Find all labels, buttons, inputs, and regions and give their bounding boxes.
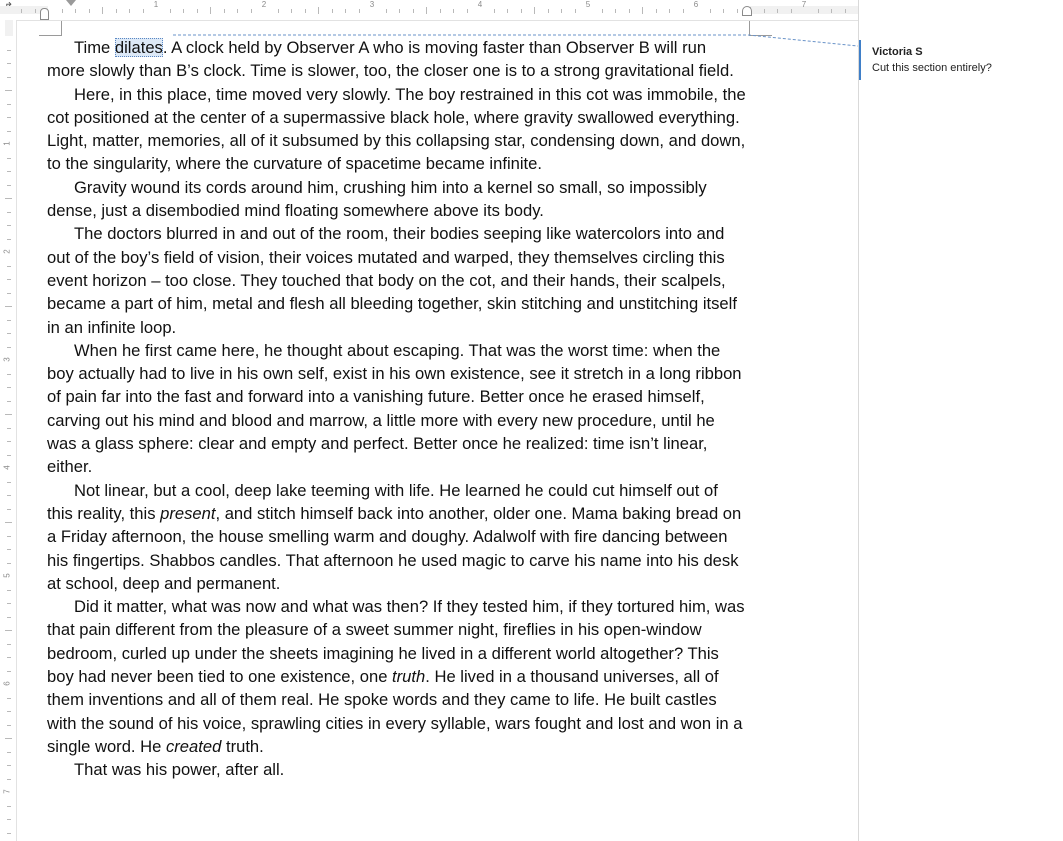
ruler-tick — [669, 9, 670, 13]
ruler-tick — [170, 9, 171, 13]
ruler-tick — [35, 9, 36, 13]
ruler-tick — [7, 644, 11, 645]
ruler-tick — [7, 320, 11, 321]
ruler-tick — [129, 9, 130, 13]
ruler-tick — [210, 7, 211, 14]
ruler-tick — [305, 9, 306, 13]
ruler-tick — [7, 117, 11, 118]
text-run: . A clock held by Observer A who is moving faster than Observer B will run more slowly than B’s clock. Time is slower, too, the closer one is to a strong gravitational field. — [47, 38, 734, 81]
ruler-tick — [7, 401, 11, 402]
paragraph[interactable] — [47, 222, 747, 338]
ruler-tick — [89, 9, 90, 13]
ruler-tick — [7, 333, 11, 334]
comment-card[interactable] — [859, 40, 1062, 80]
ruler-number: 6 — [2, 681, 12, 686]
document-page[interactable] — [17, 21, 857, 841]
ruler-tick — [7, 549, 11, 550]
ruler-number: 4 — [2, 465, 12, 470]
ruler-tick — [7, 185, 11, 186]
text-run: Not linear, but a cool, deep lake teeming with life. He learned he could cut himself out of this reality, this — [47, 480, 718, 523]
ruler-tick — [7, 225, 11, 226]
ruler-tick — [440, 9, 441, 13]
ruler-tick — [683, 9, 684, 13]
ruler-tick — [602, 9, 603, 13]
comment-text[interactable]: Cut this section entirely? — [872, 62, 992, 74]
ruler-tick — [656, 9, 657, 13]
ruler-tick — [764, 9, 765, 13]
ruler-tick — [251, 9, 252, 13]
ruler-tick — [7, 779, 11, 780]
ruler-tick — [642, 7, 643, 14]
ruler-tick — [102, 7, 103, 14]
ruler-tick — [7, 131, 11, 132]
ruler-tick — [615, 9, 616, 13]
ruler-tick — [521, 9, 522, 13]
ruler-tick — [21, 9, 22, 13]
ruler-tick — [224, 9, 225, 13]
paragraph[interactable] — [47, 595, 747, 758]
ruler-number: 5 — [585, 0, 591, 9]
ruler-tick — [7, 387, 11, 388]
ruler-tick — [318, 7, 319, 14]
ruler-tick — [7, 158, 11, 159]
ruler-tick — [5, 198, 12, 199]
ruler-tick — [278, 9, 279, 13]
paragraph[interactable] — [47, 758, 747, 781]
ruler-tick — [345, 9, 346, 13]
right-indent-marker[interactable] — [742, 6, 752, 16]
text-run: . He lived in a thousand universes, all of them inventions and all of them real. He spoke words and they came to life. He built castles with the sound of his voice, sprawling cities in every syllable, wars fought and lost and won in a single word. He — [47, 667, 743, 756]
ruler-tick — [7, 603, 11, 604]
ruler-tick — [7, 293, 11, 294]
horizontal-ruler[interactable] — [0, 0, 858, 21]
ruler-tick — [7, 347, 11, 348]
italic-text: present — [160, 503, 216, 523]
paragraph[interactable] — [47, 176, 747, 223]
ruler-tick — [7, 671, 11, 672]
ruler-tick — [845, 9, 846, 13]
ruler-tick — [737, 9, 738, 13]
ruler-tick — [7, 698, 11, 699]
ruler-tick — [7, 482, 11, 483]
ruler-tick — [5, 522, 12, 523]
ruler-tick — [453, 9, 454, 13]
margin-corner-mark — [39, 21, 62, 36]
vertical-ruler[interactable] — [0, 20, 17, 841]
ruler-tick — [5, 630, 12, 631]
ruler-tick — [197, 9, 198, 13]
ruler-tick — [7, 833, 11, 834]
ruler-number: 3 — [2, 357, 12, 362]
text-run: Did it matter, what was now and what was then? If they tested him, if they tortured him, was that pain different from the pleasure of a sweet summer night, fireflies in his open-window bedroom, curled up under the sheets imagining he lived in a different world altogether? This boy had never been tied to one existence, one — [47, 597, 745, 687]
ruler-tick — [5, 414, 12, 415]
ruler-tick — [7, 752, 11, 753]
ruler-tick — [7, 509, 11, 510]
ruler-tick — [7, 239, 11, 240]
ruler-tick — [143, 9, 144, 13]
paragraph[interactable] — [47, 479, 747, 595]
ruler-tick — [548, 9, 549, 13]
ruler-tick — [710, 9, 711, 13]
ruler-tick — [831, 9, 832, 13]
ruler-tick — [75, 9, 76, 13]
italic-text: truth — [392, 667, 426, 687]
ruler-tick — [777, 9, 778, 13]
ruler-tick — [7, 590, 11, 591]
first-line-indent-marker[interactable] — [66, 0, 76, 6]
text-run: Time — [74, 38, 115, 57]
ruler-tick — [359, 9, 360, 13]
ruler-top-margin — [5, 20, 13, 36]
ruler-tick — [116, 9, 117, 13]
document-body[interactable] — [47, 36, 747, 782]
ruler-tick — [7, 819, 11, 820]
ruler-tick — [7, 77, 11, 78]
text-run: Gravity wound its cords around him, crushing him into a kernel so small, so impossibly dense, just a disembodied mind floating somewhere above its body. — [47, 177, 707, 221]
ruler-tick — [534, 7, 535, 14]
ruler-tick — [818, 9, 819, 13]
ruler-number: 3 — [369, 0, 375, 9]
ruler-number: 1 — [2, 141, 12, 146]
ruler-tick — [7, 266, 11, 267]
ruler-number: 1 — [153, 0, 159, 9]
ruler-tick — [7, 725, 11, 726]
ruler-tick — [7, 374, 11, 375]
ruler-tick — [332, 9, 333, 13]
ruler-tick — [7, 441, 11, 442]
ruler-tick — [426, 7, 427, 14]
ruler-number: 7 — [801, 0, 807, 9]
text-run: truth. — [221, 736, 264, 756]
ruler-tick — [7, 657, 11, 658]
ruler-tick — [7, 806, 11, 807]
comments-pane — [858, 0, 1063, 841]
ruler-number: 5 — [2, 573, 12, 578]
text-run: Here, in this place, time moved very slowly. The boy restrained in this cot was immobile, the cot positioned at the center of a supermassive black hole, where gravity swallowed everything. Light, matter, memories, all of it subsumed by this collapsing star, condensing down, and down, to the singularity, where the curvature of spacetime became infinite. — [47, 84, 746, 174]
ruler-tick — [7, 63, 11, 64]
ruler-number: 7 — [2, 789, 12, 794]
hanging-indent-marker[interactable] — [40, 8, 49, 20]
ruler-tick — [183, 9, 184, 13]
ruler-tick — [7, 563, 11, 564]
ruler-tick — [7, 428, 11, 429]
ruler-tick — [7, 50, 11, 51]
ruler-tick — [7, 495, 11, 496]
ruler-tick — [7, 455, 11, 456]
ruler-number: 4 — [477, 0, 483, 9]
italic-text: created — [165, 736, 222, 756]
ruler-number: 6 — [693, 0, 699, 9]
paragraph[interactable] — [47, 36, 747, 83]
ruler-tick — [413, 9, 414, 13]
ruler-tick — [7, 171, 11, 172]
ruler-tick — [7, 536, 11, 537]
comment-highlighted-text: dilates — [114, 38, 163, 57]
ruler-tick — [629, 9, 630, 13]
ruler-tick — [7, 617, 11, 618]
ruler-tick — [7, 711, 11, 712]
ruler-tick — [467, 9, 468, 13]
ruler-number: 2 — [261, 0, 267, 9]
ruler-tick — [386, 9, 387, 13]
ruler-tick — [575, 9, 576, 13]
ruler-number: 2 — [2, 249, 12, 254]
ruler-tick — [561, 9, 562, 13]
ruler-tick — [507, 9, 508, 13]
ruler-tick — [5, 306, 12, 307]
ruler-tick — [5, 90, 12, 91]
ruler-tick — [399, 9, 400, 13]
ruler-tick — [494, 9, 495, 13]
comment-author: Victoria S — [872, 46, 923, 58]
ruler-tick — [5, 738, 12, 739]
text-run: , and stitch himself back into another, older one. Mama baking bread on a Friday afternoon, the house smelling warm and doughy. Adalwolf with fire dancing between his fingertips. Shabbos candles. That afternoon he used magic to carve his name into his desk at school, deep and permanent. — [47, 503, 742, 593]
ruler-tick — [7, 765, 11, 766]
ruler-tick — [62, 9, 63, 13]
ruler-tick — [7, 279, 11, 280]
margin-corner-mark-right — [749, 21, 772, 36]
ruler-tick — [791, 9, 792, 13]
text-run: That was his power, after all. — [74, 760, 285, 780]
text-run: The doctors blurred in and out of the room, their bodies seeping like watercolors into and out of the boy’s field of vision, their voices mutated and warped, they themselves circling this event horizon – too close. They touched that body on the cot, and their hands, their scalpels, became a part of him, metal and flesh all bleeding together, skin stitching and unstitching itself in an infinite loop. — [47, 224, 737, 337]
ruler-tick — [723, 9, 724, 13]
paragraph[interactable] — [47, 83, 747, 176]
ruler-tick — [237, 9, 238, 13]
text-run: When he first came here, he thought about escaping. That was the worst time: when the boy actually had to live in his own self, exist in his own existence, see it stretch in a long ribbon of pain far into the fast and forward into a vanishing future. Better once he erased himself, carving out his mind and blood and marrow, a little more with every new procedure, until he was a glass sphere: clear and empty and perfect. Better once he realized: time isn’t linear, either. — [47, 340, 742, 477]
ruler-tick — [7, 104, 11, 105]
paragraph[interactable] — [47, 339, 747, 479]
ruler-tick — [291, 9, 292, 13]
ruler-tick — [7, 212, 11, 213]
